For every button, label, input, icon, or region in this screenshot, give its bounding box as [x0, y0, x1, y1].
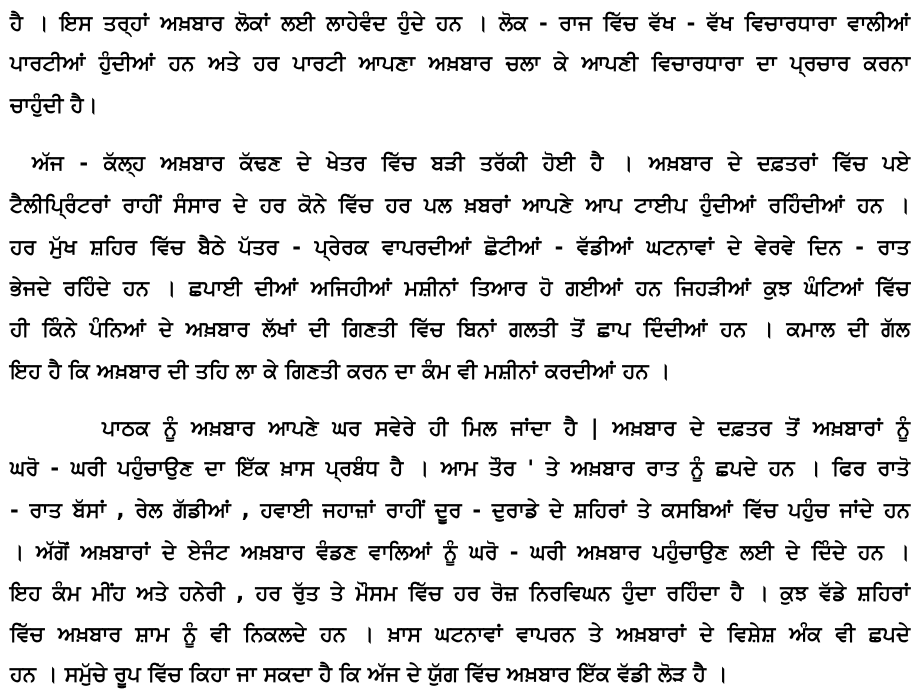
text-line: ਅੱਜ - ਕੱਲ੍ਹ ਅਖ਼ਬਾਰ ਕੱਢਣ ਦੇ ਖੇਤਰ ਵਿੱਚ ਬੜੀ ਤਰੱਕੀ ਹੋਈ ਹੈ । ਅਖ਼ਬਾਰ ਦੇ ਦਫ਼ਤਰਾਂ ਵਿੱਚ ਪਏ: [32, 151, 910, 175]
text-line: ਇਹ ਹੈ ਕਿ ਅਖ਼ਬਾਰ ਦੀ ਤਹਿ ਲਾ ਕੇ ਗਿਣਤੀ ਕਰਨ ਦਾ ਕੰਮ ਵੀ ਮਸ਼ੀਨਾਂ ਕਰਦੀਆਂ ਹਨ ।: [10, 359, 671, 383]
text-line: । ਅੱਗੋਂ ਅਖ਼ਬਾਰਾਂ ਦੇ ਏਜੰਟ ਅਖ਼ਬਾਰ ਵੰਡਣ ਵਾਲਿਆਂ ਨੂੰ ਘਰੋ - ਘਰੀ ਅਖ਼ਬਾਰ ਪਹੁੰਚਾਉਣ ਲਈ ਦੇ ਦਿੰਦੇ ਹਨ ।: [10, 540, 910, 564]
text-line: ਹਨ । ਸਮੁੱਚੇ ਰੂਪ ਵਿੱਚ ਕਿਹਾ ਜਾ ਸਕਦਾ ਹੈ ਕਿ ਅੱਜ ਦੇ ਯੁੱਗ ਵਿੱਚ ਅਖ਼ਬਾਰ ਇੱਕ ਵੱਡੀ ਲੋੜ ਹੈ ।: [10, 662, 728, 686]
text-line: ਹੀ ਕਿੰਨੇ ਪੰਨਿਆਂ ਦੇ ਅਖ਼ਬਾਰ ਲੱਖਾਂ ਦੀ ਗਿਣਤੀ ਵਿੱਚ ਬਿਨਾਂ ਗਲਤੀ ਤੋਂ ਛਾਪ ਦਿੰਦੀਆਂ ਹਨ । ਕਮਾਲ ਦੀ ਗੱਲ: [10, 317, 910, 341]
text-line: ਪਾਠਕ ਨੂੰ ਅਖ਼ਬਾਰ ਆਪਣੇ ਘਰ ਸਵੇਰੇ ਹੀ ਮਿਲ ਜਾਂਦਾ ਹੈ | ਅਖ਼ਬਾਰ ਦੇ ਦਫ਼ਤਰ ਤੋਂ ਅਖ਼ਬਾਰਾਂ ਨੂੰ: [102, 416, 910, 440]
text-line: ਚਾਹੁੰਦੀ ਹੈ।: [10, 93, 98, 117]
text-line: ਟੈਲੀਪ੍ਰਿੰਟਰਾਂ ਰਾਹੀਂ ਸੰਸਾਰ ਦੇ ਹਰ ਕੋਨੇ ਵਿੱਚ ਹਰ ਪਲ ਖ਼ਬਰਾਂ ਆਪਣੇ ਆਪ ਟਾਈਪ ਹੁੰਦੀਆਂ ਰਹਿੰਦੀਆਂ ਹਨ ।: [10, 193, 910, 217]
text-line: ਇਹ ਕੰਮ ਮੀਂਹ ਅਤੇ ਹਨੇਰੀ , ਹਰ ਰੁੱਤ ਤੇ ਮੌਸਮ ਵਿੱਚ ਹਰ ਰੋਜ਼ ਨਿਰਵਿਘਨ ਹੁੰਦਾ ਰਹਿੰਦਾ ਹੈ । ਕੁਝ ਵੱਡੇ ਸ਼ਹਿਰਾਂ: [10, 581, 910, 605]
text-line: ਹੈ । ਇਸ ਤਰ੍ਹਾਂ ਅਖ਼ਬਾਰ ਲੋਕਾਂ ਲਈ ਲਾਹੇਵੰਦ ਹੁੰਦੇ ਹਨ । ਲੋਕ - ਰਾਜ ਵਿੱਚ ਵੱਖ - ਵੱਖ ਵਿਚਾਰਧਾਰਾ ਵਾਲੀਆਂ: [10, 11, 910, 35]
text-line: ਪਾਰਟੀਆਂ ਹੁੰਦੀਆਂ ਹਨ ਅਤੇ ਹਰ ਪਾਰਟੀ ਆਪਣਾ ਅਖ਼ਬਾਰ ਚਲਾ ਕੇ ਆਪਣੀ ਵਿਚਾਰਧਾਰਾ ਦਾ ਪ੍ਰਚਾਰ ਕਰਨਾ: [10, 51, 910, 75]
text-line: - ਰਾਤ ਬੱਸਾਂ , ਰੇਲ ਗੱਡੀਆਂ , ਹਵਾਈ ਜਹਾਜ਼ਾਂ ਰਾਹੀਂ ਦੂਰ - ਦੁਰਾਡੇ ਦੇ ਸ਼ਹਿਰਾਂ ਤੇ ਕਸਬਿਆਂ ਵਿੱਚ ਪਹੁੰਚ ਜਾਂਦੇ ਹਨ: [10, 498, 910, 522]
text-line: ਹਰ ਮੁੱਖ ਸ਼ਹਿਰ ਵਿੱਚ ਬੈਠੇ ਪੱਤਰ - ਪ੍ਰੇਰਕ ਵਾਪਰਦੀਆਂ ਛੋਟੀਆਂ - ਵੱਡੀਆਂ ਘਟਨਾਵਾਂ ਦੇ ਵੇਰਵੇ ਦਿਨ - ਰਾਤ: [10, 235, 910, 259]
text-line: ਭੇਜਦੇ ਰਹਿੰਦੇ ਹਨ । ਛਪਾਈ ਦੀਆਂ ਅਜਿਹੀਆਂ ਮਸ਼ੀਨਾਂ ਤਿਆਰ ਹੋ ਗਈਆਂ ਹਨ ਜਿਹੜੀਆਂ ਕੁਝ ਘੰਟਿਆਂ ਵਿੱਚ: [10, 276, 910, 300]
text-line: ਘਰੋ - ਘਰੀ ਪਹੁੰਚਾਉਣ ਦਾ ਇੱਕ ਖ਼ਾਸ ਪ੍ਰਬੰਧ ਹੈ । ਆਮ ਤੌਰ ' ਤੇ ਅਖ਼ਬਾਰ ਰਾਤ ਨੂੰ ਛਪਦੇ ਹਨ । ਫਿਰ ਰਾਤੋ: [10, 456, 910, 480]
text-line: ਵਿੱਚ ਅਖ਼ਬਾਰ ਸ਼ਾਮ ਨੂੰ ਵੀ ਨਿਕਲਦੇ ਹਨ । ਖ਼ਾਸ ਘਟਨਾਵਾਂ ਵਾਪਰਨ ਤੇ ਅਖ਼ਬਾਰਾਂ ਦੇ ਵਿਸ਼ੇਸ਼ ਅੰਕ ਵੀ ਛਪਦੇ: [10, 622, 910, 646]
